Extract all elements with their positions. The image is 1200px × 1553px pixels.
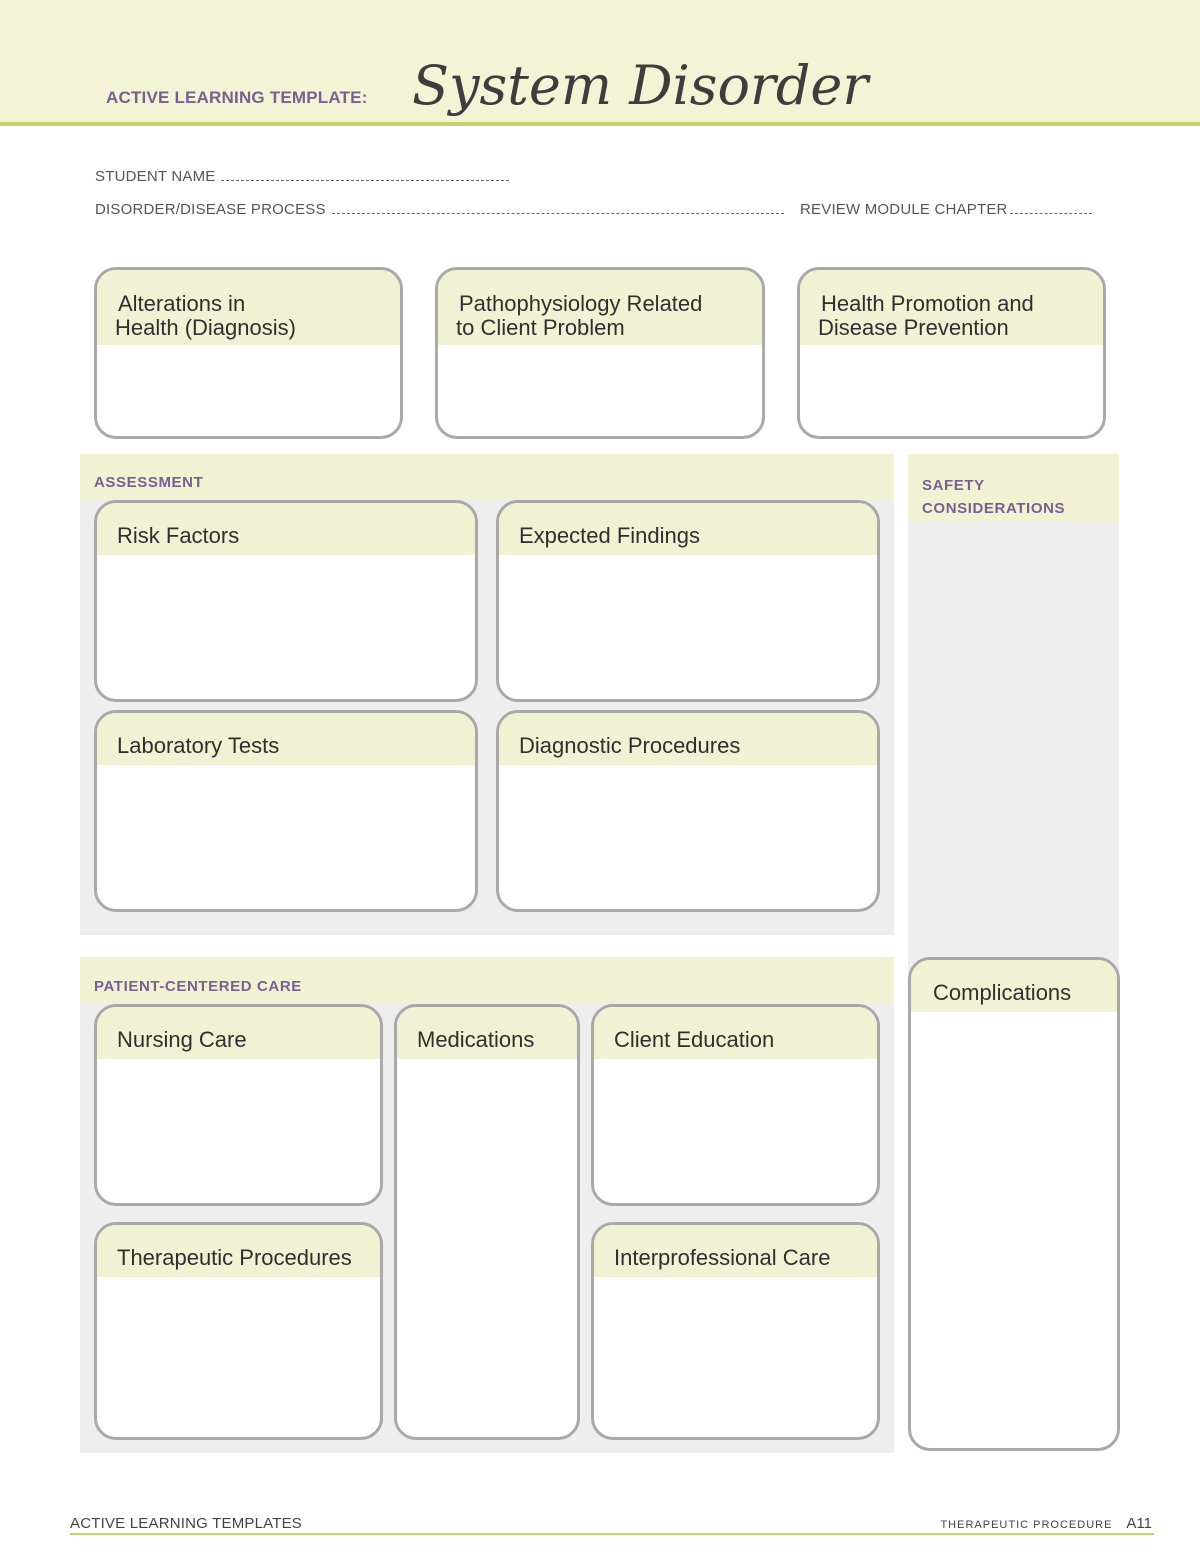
medications-box[interactable] <box>394 1004 580 1440</box>
box-title: Laboratory Tests <box>117 733 280 758</box>
student-name-blank[interactable] <box>221 166 509 181</box>
footer-right <box>940 1515 1152 1532</box>
risk-factors-box[interactable] <box>94 500 478 702</box>
box-title-line2: Health (Diagnosis) <box>115 315 296 340</box>
box-title: Nursing Care <box>117 1027 247 1052</box>
header-rule <box>0 122 1200 126</box>
student-name-field[interactable] <box>95 166 509 185</box>
patient-care-label: PATIENT-CENTERED CARE <box>94 978 302 995</box>
review-module-blank[interactable] <box>1010 199 1092 214</box>
expected-findings-box[interactable] <box>496 500 880 702</box>
box-title: Diagnostic Procedures <box>519 733 741 758</box>
diagnostic-procedures-box[interactable] <box>496 710 880 912</box>
box-title: Interprofessional Care <box>614 1245 831 1270</box>
interprofessional-care-box[interactable] <box>591 1222 880 1440</box>
assessment-label: ASSESSMENT <box>94 474 204 491</box>
footer-left: ACTIVE LEARNING TEMPLATES <box>70 1515 302 1532</box>
box-title: Complications <box>933 980 1072 1005</box>
safety-panel[interactable] <box>908 454 1119 974</box>
therapeutic-procedures-box[interactable] <box>94 1222 383 1440</box>
laboratory-tests-box[interactable] <box>94 710 478 912</box>
pathophysiology-box[interactable] <box>435 267 765 439</box>
box-title-line2: to Client Problem <box>456 315 625 340</box>
box-title-line1: Pathophysiology Related <box>459 291 703 316</box>
safety-label <box>922 474 1065 520</box>
box-title: Medications <box>417 1027 535 1052</box>
footer-rule <box>70 1533 1154 1535</box>
footer-section: THERAPEUTIC PROCEDURE <box>940 1519 1113 1531</box>
health-promotion-box[interactable] <box>797 267 1106 439</box>
box-title: Therapeutic Procedures <box>117 1245 352 1270</box>
safety-label-line2: CONSIDERATIONS <box>922 500 1066 517</box>
box-title: Risk Factors <box>117 523 240 548</box>
disorder-process-blank[interactable] <box>332 199 784 214</box>
complications-box[interactable] <box>908 957 1120 1451</box>
disorder-process-label: DISORDER/DISEASE PROCESS <box>95 201 326 218</box>
safety-label-line1: SAFETY <box>922 477 985 494</box>
nursing-care-box[interactable] <box>94 1004 383 1206</box>
footer-page-number: A11 <box>1126 1515 1152 1532</box>
review-module-label: REVIEW MODULE CHAPTER <box>800 201 1008 218</box>
page-title: System Disorder <box>412 54 869 117</box>
box-title: Client Education <box>614 1027 775 1052</box>
box-title-line1: Alterations in <box>118 291 246 316</box>
student-name-label: STUDENT NAME <box>95 168 216 185</box>
client-education-box[interactable] <box>591 1004 880 1206</box>
box-title-line1: Health Promotion and <box>821 291 1034 316</box>
box-title: Expected Findings <box>519 523 700 548</box>
alterations-in-health-box[interactable] <box>94 267 403 439</box>
review-module-field[interactable] <box>800 199 1092 218</box>
disorder-process-field[interactable] <box>95 199 784 218</box>
header-label: ACTIVE LEARNING TEMPLATE: <box>106 88 368 107</box>
box-title-line2: Disease Prevention <box>818 315 1009 340</box>
